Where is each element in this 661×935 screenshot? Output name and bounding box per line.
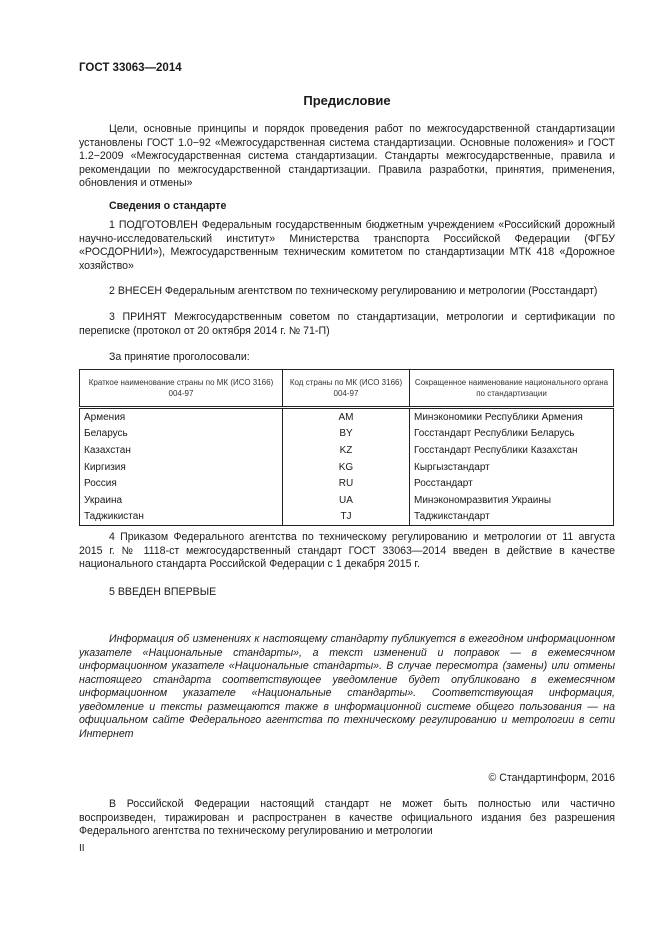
page-title: Предисловие <box>303 93 391 108</box>
cell-code: KZ <box>283 442 410 459</box>
table-row <box>80 492 614 509</box>
item-4-text: 4 Приказом Федерального агентства по техническому регулированию и метрологии от 11 августа 2015 г. № 1118-ст межгосударственный стандарт ГОСТ 33063—2014 введен в действие в качестве национального стандарта Российской Федерации с 1 декабря 2015 г. <box>79 531 615 570</box>
cell-code: UA <box>283 492 410 509</box>
item-4-paragraph <box>79 531 615 572</box>
cell-code: BY <box>283 426 410 443</box>
cell-code: RU <box>283 475 410 492</box>
item-5-paragraph <box>79 586 615 600</box>
table-row <box>80 475 614 492</box>
cell-country: Украина <box>80 492 283 509</box>
item-5-text: 5 ВВЕДЕН ВПЕРВЫЕ <box>109 586 217 598</box>
cell-code: AM <box>283 408 410 426</box>
vote-label: За принятие проголосовали: <box>109 351 250 363</box>
item-2-text: 2 ВНЕСЕН Федеральным агентством по техническому регулированию и метрологии (Росстандарт) <box>109 285 598 297</box>
rights-text: В Российской Федерации настоящий стандарт не может быть полностью или частично воспроизведен, тиражирован и распространен в качестве официального издания без разрешения Федерального агентства по техническому регулированию и метрологии <box>79 798 615 837</box>
cell-body: Кыргызстандарт <box>410 459 614 476</box>
item-1-paragraph <box>79 219 615 273</box>
cell-code: TJ <box>283 509 410 526</box>
cell-country: Армения <box>80 408 283 426</box>
cell-body: Минэкономики Республики Армения <box>410 408 614 426</box>
header-country: Краткое наименование страны по МК (ИСО 3166) 004-97 <box>80 370 283 408</box>
page-number: II <box>79 843 85 854</box>
section-title: Сведения о стандарте <box>109 200 227 212</box>
table-row <box>80 442 614 459</box>
item-1-text: 1 ПОДГОТОВЛЕН Федеральным государственным бюджетным учреждением «Российский дорожный научно-исследовательский институт» Министерства транспорта Российской Федерации (ФГБУ «РОСДОРНИИ»), Межгосударственным техническим комитетом по стандартизации МТК 418 «Дорожное хозяйство» <box>79 219 615 272</box>
copyright: © Стандартинформ, 2016 <box>488 772 615 784</box>
cell-body: Росстандарт <box>410 475 614 492</box>
cell-code: KG <box>283 459 410 476</box>
intro-paragraph <box>79 123 615 191</box>
cell-body: Госстандарт Республики Казахстан <box>410 442 614 459</box>
cell-country: Беларусь <box>80 426 283 443</box>
cell-body: Минэкономразвития Украины <box>410 492 614 509</box>
table-row <box>80 408 614 426</box>
table-row <box>80 459 614 476</box>
header-code: Код страны по МК (ИСО 3166) 004-97 <box>283 370 410 408</box>
cell-country: Россия <box>80 475 283 492</box>
item-2-paragraph <box>79 285 615 299</box>
intro-text: Цели, основные принципы и порядок проведения работ по межгосударственной стандартизации установлены ГОСТ 1.0−92 «Межгосударственная система стандартизации. Основные положения» и ГОСТ 1.2−2009 «Межгосударственная система стандартизации. Стандарты межгосударственные, правила и рекомендации по межгосударственной стандартизации. Правила разработки, принятия, применения, обновления и отмены» <box>79 123 615 189</box>
document-id: ГОСТ 33063—2014 <box>79 62 182 74</box>
cell-country: Киргизия <box>80 459 283 476</box>
cell-country: Казахстан <box>80 442 283 459</box>
rights-paragraph <box>79 798 615 839</box>
table-header-row <box>80 370 614 408</box>
header-body: Сокращенное наименование национального органа по стандартизации <box>410 370 614 408</box>
item-3-text: 3 ПРИНЯТ Межгосударственным советом по стандартизации, метрологии и сертификации по переписке (протокол от 20 октября 2014 г. № 71-П) <box>79 311 615 337</box>
cell-country: Таджикистан <box>80 509 283 526</box>
cell-body: Таджикстандарт <box>410 509 614 526</box>
info-note-paragraph <box>79 633 615 741</box>
table-row <box>80 426 614 443</box>
voting-table <box>79 369 614 526</box>
table-row <box>80 509 614 526</box>
item-3-paragraph <box>79 311 615 338</box>
cell-body: Госстандарт Республики Беларусь <box>410 426 614 443</box>
info-note-text: Информация об изменениях к настоящему стандарту публикуется в ежегодном информационном указателе «Национальные стандарты», а текст изменений и поправок — в ежемесячном информационном указателе «Национальные стандарты». В случае пересмотра (замены) или отмены настоящего стандарта соответствующее уведомление будет опубликовано в ежемесячном информационном указателе «Национальные стандарты». Соответствующая информация, уведомление и тексты размещаются также в информационной системе общего пользования — на официальном сайте Федерального агентства по техническому регулированию и метрологии в сети Интернет <box>79 633 615 740</box>
